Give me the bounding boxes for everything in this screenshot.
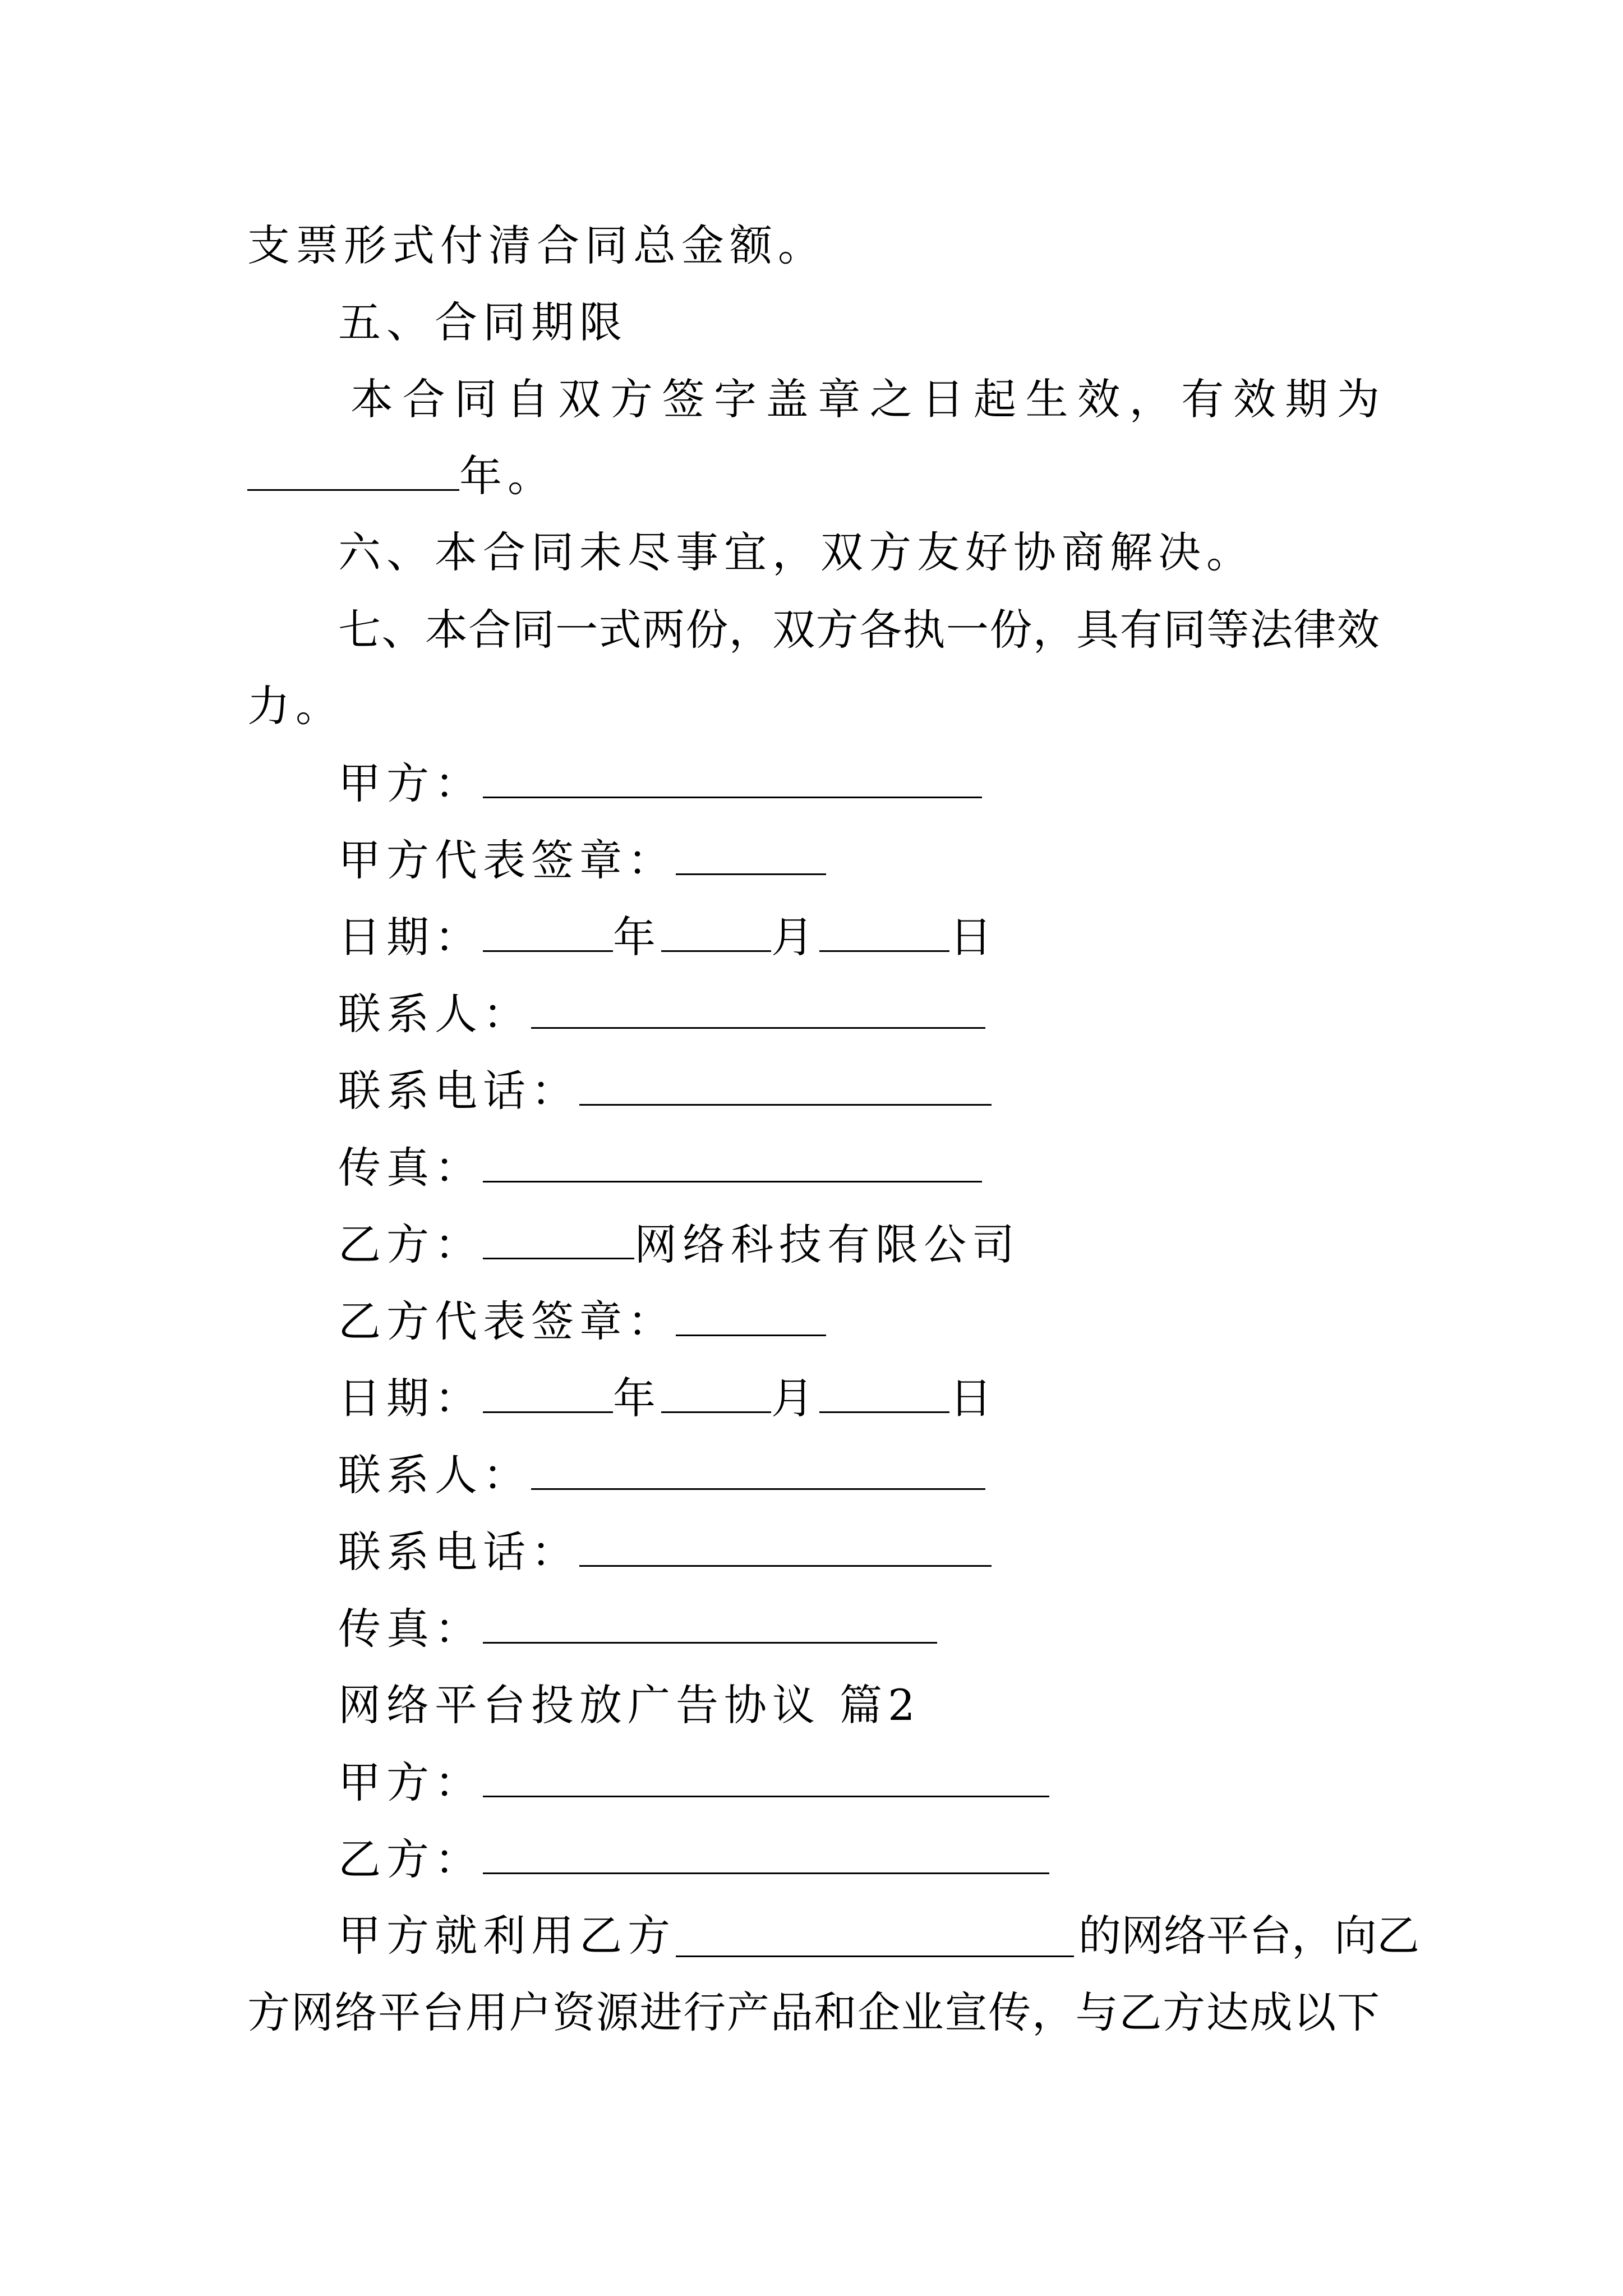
agreement-2-intro-start: 甲方就利用乙方 [338, 1911, 676, 1961]
term-effective-char: 为 [1336, 374, 1380, 424]
party-b-sign-row [338, 1296, 826, 1346]
clause-7-line-2: 力。 [247, 681, 344, 731]
party-a-month-blank[interactable] [661, 915, 771, 952]
agreement-2-intro-char: 品 [770, 1987, 813, 2037]
party-a-phone-blank[interactable] [579, 1069, 992, 1106]
party-a-fax-row [338, 1143, 982, 1193]
agreement-2-intro-char: 台 [1249, 1911, 1292, 1961]
party-a-row [338, 758, 982, 808]
party-b-contact-row [338, 1450, 985, 1500]
party-a-contact-blank[interactable] [531, 992, 985, 1029]
term-effective-char: 期 [1285, 374, 1328, 424]
term-years-blank[interactable] [247, 454, 459, 491]
agreement-2-intro-line-2 [247, 1987, 1380, 2037]
agreement-2-intro-char: 业 [901, 1987, 944, 2037]
term-effective-char: 章 [818, 374, 861, 424]
party-b-contact-blank[interactable] [531, 1453, 985, 1490]
agreement-2-intro-char: 络 [1164, 1911, 1206, 1961]
party-b-day-blank[interactable] [819, 1377, 949, 1413]
party-a-day-label: 日 [949, 912, 998, 962]
party-a-sign-row [338, 835, 826, 885]
agreement-2-intro-char: 方 [247, 1987, 290, 2037]
party-b-date-label: 日期： [338, 1373, 483, 1423]
party-b-company-blank[interactable] [483, 1223, 634, 1259]
clause-7-char: 式 [598, 605, 642, 655]
agreement-2-intro-char: ， [1031, 1987, 1075, 2037]
clause-7-char: 律 [1293, 605, 1336, 655]
agreement-2-intro-char: 进 [639, 1987, 683, 2037]
agreement-2-intro-char: 与 [1075, 1987, 1118, 2037]
agreement-2-intro-char: 台 [421, 1987, 464, 2037]
party-b-contact-label: 联系人： [338, 1450, 531, 1500]
agreement-2-platform-blank[interactable] [676, 1921, 1074, 1957]
party-b-phone-blank[interactable] [579, 1530, 992, 1567]
clause-7-char: 效 [1336, 605, 1380, 655]
agreement-2-intro-char: ， [1292, 1911, 1334, 1961]
party-a-label: 甲方： [338, 758, 483, 808]
party-b-fax-label: 传真： [338, 1604, 483, 1654]
term-effective-char: 方 [610, 374, 653, 424]
agreement-2-intro-mid [1078, 1911, 1419, 1961]
clause-7-char: 法 [1249, 605, 1293, 655]
agreement-2-intro-char: 行 [683, 1987, 726, 2037]
agreement-2-party-b-row [338, 1834, 1049, 1884]
clause-7-char: 本 [425, 605, 468, 655]
agreement-2-intro-char: 资 [552, 1987, 596, 2037]
clause-7-line-1 [338, 605, 1380, 655]
agreement-2-intro-char: 向 [1334, 1911, 1377, 1961]
payment-clause-end: 支票形式付清合同总金额。 [247, 220, 826, 270]
party-b-month-blank[interactable] [661, 1377, 771, 1413]
agreement-2-intro-char: 络 [334, 1987, 377, 2037]
party-b-fax-blank[interactable] [483, 1607, 937, 1644]
party-a-phone-label: 联系电话： [338, 1066, 579, 1116]
term-effective-char: 自 [506, 374, 549, 424]
party-b-phone-row [338, 1527, 992, 1577]
agreement-2-party-a-label: 甲方： [338, 1757, 483, 1807]
party-a-fax-blank[interactable] [483, 1146, 982, 1182]
agreement-2-intro-char: 宣 [944, 1987, 988, 2037]
clause-7-char: 有 [1119, 605, 1163, 655]
party-b-month-label: 月 [771, 1373, 819, 1423]
term-effective-char: 本 [351, 374, 393, 424]
clause-7-char: 等 [1206, 605, 1249, 655]
clause-7-char: ， [728, 605, 772, 655]
clause-7-char: 同 [511, 605, 555, 655]
clause-7-char: 各 [859, 605, 902, 655]
clause-7-char: 执 [902, 605, 946, 655]
clause-7-char: 、 [381, 605, 425, 655]
agreement-2-intro-char: 户 [509, 1987, 552, 2037]
term-effective-char: 效 [1233, 374, 1276, 424]
party-a-year-label: 年 [613, 912, 661, 962]
party-a-date-label: 日期： [338, 912, 483, 962]
agreement-2-intro-char: 用 [465, 1987, 508, 2037]
clause-7-char: 方 [815, 605, 859, 655]
party-b-phone-label: 联系电话： [338, 1527, 579, 1577]
term-effective-char: 盖 [766, 374, 809, 424]
party-a-phone-row [338, 1066, 992, 1116]
term-effective-char: 合 [402, 374, 445, 424]
party-a-contact-row [338, 989, 985, 1039]
term-effective-line [351, 374, 1380, 424]
agreement-2-intro-char: 下 [1336, 1987, 1380, 2037]
clause-7-char: 双 [772, 605, 815, 655]
agreement-2-intro-char: 以 [1293, 1987, 1336, 2037]
party-a-contact-label: 联系人： [338, 989, 531, 1039]
clause-7-char: 合 [468, 605, 511, 655]
agreement-2-intro-char: 网 [291, 1987, 334, 2037]
party-b-date-row [338, 1373, 998, 1423]
clause-7-char: 具 [1076, 605, 1119, 655]
clause-7-char: 一 [555, 605, 598, 655]
party-b-sign-label: 乙方代表签章： [338, 1296, 676, 1346]
clause-6: 六、本合同未尽事宜，双方友好协商解决。 [338, 527, 1255, 577]
agreement-2-intro-char: 乙 [1377, 1911, 1419, 1961]
party-a-fax-label: 传真： [338, 1143, 483, 1193]
agreement-2-title: 网络平台投放广告协议 篇2 [338, 1680, 921, 1730]
agreement-2-party-b-blank[interactable] [483, 1838, 1049, 1874]
clause-7-char: 份 [989, 605, 1032, 655]
agreement-2-intro-char: 平 [1206, 1911, 1249, 1961]
party-b-row [338, 1220, 1020, 1269]
party-b-year-blank[interactable] [483, 1377, 613, 1413]
clause-7-char: 两 [642, 605, 685, 655]
agreement-2-party-a-blank[interactable] [483, 1761, 1049, 1797]
agreement-2-intro-char: 产 [726, 1987, 769, 2037]
clause-7-char: ， [1032, 605, 1076, 655]
party-b-label: 乙方： [338, 1220, 483, 1269]
agreement-2-intro-char: 和 [814, 1987, 857, 2037]
party-b-year-label: 年 [613, 1373, 661, 1423]
term-effective-char: 双 [558, 374, 601, 424]
agreement-2-intro-char: 平 [378, 1987, 421, 2037]
term-effective-char: 生 [1025, 374, 1068, 424]
party-a-year-blank[interactable] [483, 915, 613, 952]
term-effective-char: 字 [714, 374, 757, 424]
term-effective-char: 效 [1077, 374, 1121, 424]
term-years-suffix: 年。 [459, 451, 556, 501]
party-a-sign-label: 甲方代表签章： [338, 835, 676, 885]
term-effective-char: ， [1129, 374, 1172, 424]
agreement-2-party-b-label: 乙方： [338, 1834, 483, 1884]
agreement-2-intro-char: 源 [596, 1987, 639, 2037]
clause-7-char: 七 [338, 605, 381, 655]
agreement-2-intro-char: 的 [1078, 1911, 1121, 1961]
party-b-company-suffix: 网络科技有限公司 [634, 1220, 1020, 1269]
agreement-2-intro-char: 传 [988, 1987, 1031, 2037]
agreement-2-intro-line-1 [338, 1911, 1419, 1961]
party-a-month-label: 月 [771, 912, 819, 962]
term-years-line [247, 451, 556, 501]
term-effective-char: 起 [973, 374, 1016, 424]
party-a-blank[interactable] [483, 762, 982, 798]
section-5-title: 五、合同期限 [338, 297, 628, 347]
agreement-2-party-a-row [338, 1757, 1049, 1807]
term-effective-char: 之 [869, 374, 912, 424]
party-b-sign-blank[interactable] [676, 1300, 826, 1336]
term-effective-char: 日 [921, 374, 965, 424]
agreement-2-intro-char: 方 [1163, 1987, 1206, 2037]
clause-7-char: 同 [1163, 605, 1206, 655]
party-b-fax-row [338, 1604, 937, 1654]
agreement-2-intro-char: 乙 [1119, 1987, 1162, 2037]
clause-7-char: 份 [685, 605, 728, 655]
party-b-day-label: 日 [949, 1373, 998, 1423]
agreement-2-intro-char: 达 [1206, 1987, 1249, 2037]
agreement-2-intro-char: 网 [1121, 1911, 1164, 1961]
term-effective-char: 签 [662, 374, 705, 424]
agreement-2-intro-char: 企 [857, 1987, 901, 2037]
term-effective-char: 同 [454, 374, 497, 424]
party-a-day-blank[interactable] [819, 915, 949, 952]
party-a-date-row [338, 912, 998, 962]
party-a-sign-blank[interactable] [676, 839, 826, 875]
agreement-2-intro-char: 成 [1249, 1987, 1293, 2037]
term-effective-char: 有 [1181, 374, 1224, 424]
clause-7-char: 一 [946, 605, 989, 655]
